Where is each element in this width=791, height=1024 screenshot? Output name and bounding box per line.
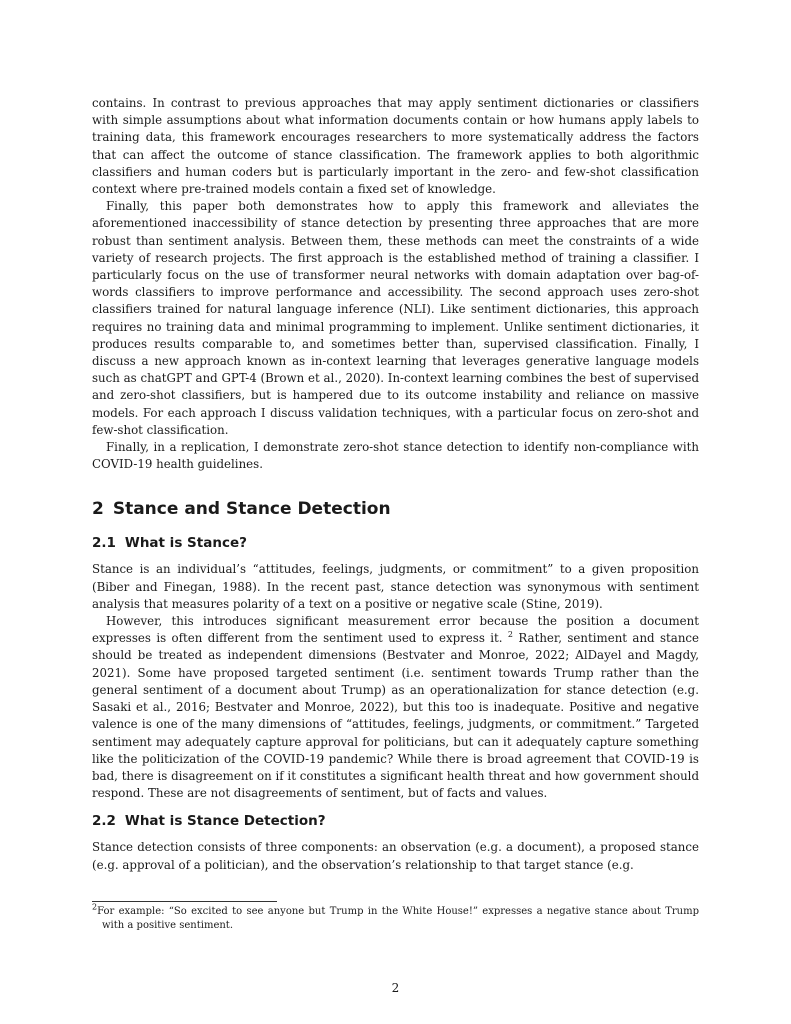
- section-title: Stance and Stance Detection: [112, 499, 391, 520]
- subsection-title: What is Stance?: [124, 535, 247, 552]
- section-heading: [92, 498, 699, 520]
- subsection-number: 2.1: [92, 535, 116, 552]
- stance-paragraph-2-text-b: Rather, sentiment and stance should be treated as independent dimensions (Bestvater and Monroe, 2022; AlDayel and Magdy, 2021). Some have proposed targeted sentiment (i.e. sentiment towards Trump rather than the general sentiment of a document about Trump) as an operationalization for stance detection (e.g. Sasaki et al., 2016; Bestvater and Monroe, 2022), but this too is inadequate. Positive and negative valence is one of the many dimensions of “attitudes, feelings, judgments, or commitment.” Targeted sentiment may adequately capture approval for politicians, but can it adequately capture something like the politicization of the COVID-19 pandemic? While there is broad agreement that COVID-19 is bad, there is disagreement on if it constitutes a significant health threat and how government should respond. These are not disagreements of sentiment, but of facts and values.: [92, 631, 700, 801]
- intro-paragraph-3: Finally, in a replication, I demonstrate zero-shot stance detection to identify non-compliance with COVID-19 health guidelines.: [92, 440, 699, 472]
- stance-paragraph-1: Stance is an individual’s “attitudes, feelings, judgments, or commitment” to a given proposition (Biber and Finegan, 1988). In the recent past, stance detection was synonymous with sentiment analysis that measures polarity of a text on a positive or negative scale (Stine, 2019).: [92, 562, 699, 611]
- stance-paragraph-2: [92, 613, 699, 802]
- subsection-number: 2.2: [92, 813, 116, 830]
- page-number: 2: [391, 981, 400, 995]
- intro-paragraph-2: Finally, this paper both demonstrates how to apply this framework and alleviates the aforementioned inaccessibility of stance detection by presenting three approaches that are more robust than sentiment analysis. Between them, these methods can meet the constraints of a wide variety of research projects. The first approach is the established method of training a classifier. I particularly focus on the use of transformer neural networks with domain adaptation over bag-of-words classifiers to improve performance and accessibility. The second approach uses zero-shot classifiers trained for natural language inference (NLI). Like sentiment dictionaries, this approach requires no training data and minimal programming to implement. Unlike sentiment dictionaries, it produces results comparable to, and sometimes better than, supervised classification. Finally, I discuss a new approach known as in-context learning that leverages generative language models such as chatGPT and GPT-4 (Brown et al., 2020). In-context learning combines the best of supervised and zero-shot classifiers, but is hampered due to its outcome instability and reliance on massive models. For each approach I discuss validation techniques, with a particular focus on zero-shot and few-shot classification.: [92, 199, 699, 437]
- stance-detection-paragraph-1: Stance detection consists of three components: an observation (e.g. a document), a proposed stance (e.g. approval of a politician), and the observation’s relationship to that target stance (e.g.: [92, 840, 699, 872]
- subsection-heading-2-1: [92, 534, 699, 552]
- footnote-divider: [92, 901, 277, 902]
- page-body: [92, 95, 699, 874]
- stance-paragraph-2-text-a: However, this introduces significant measurement error because the position a document expresses is often different from the sentiment used to express it.: [92, 614, 699, 646]
- footnote-mark: 2: [92, 902, 98, 912]
- section-number: 2: [92, 499, 104, 520]
- subsection-heading-2-2: [92, 812, 699, 830]
- subsection-title: What is Stance Detection?: [124, 813, 326, 830]
- footnote: [92, 902, 699, 933]
- footnote-body: [92, 902, 699, 933]
- footnote-reference[interactable]: 2: [507, 630, 514, 640]
- footnote-text: For example: “So excited to see anyone but Trump in the White House!” expresses a negative stance about Trump with a positive sentiment.: [97, 906, 699, 931]
- intro-paragraph-1: contains. In contrast to previous approaches that may apply sentiment dictionaries or classifiers with simple assumptions about what information documents contain or how humans apply labels to training data, this framework encourages researchers to more systematically address the factors that can affect the outcome of stance classification. The framework applies to both algorithmic classifiers and human coders but is particularly important in the zero- and few-shot classification context where pre-trained models contain a fixed set of knowledge.: [92, 96, 699, 197]
